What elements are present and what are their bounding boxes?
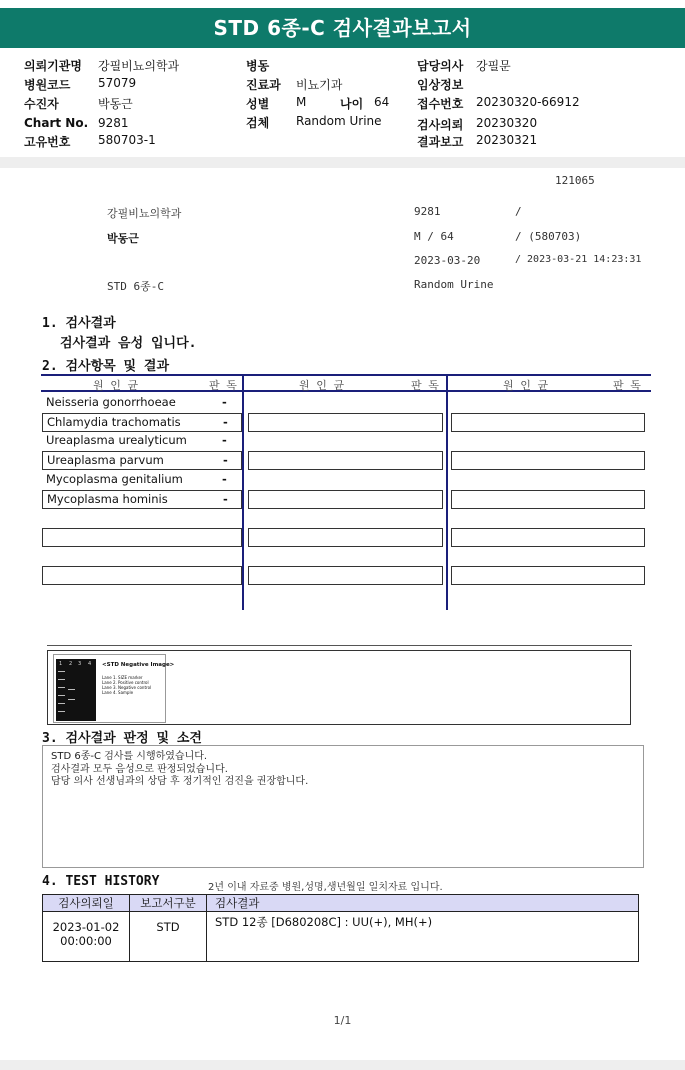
header-label: 결과보고: [417, 135, 464, 149]
empty-result-row: [451, 528, 645, 547]
result-row: [42, 394, 242, 413]
bottom-bar: [0, 1060, 685, 1070]
header-label: 진료과: [246, 78, 281, 92]
history-header-row: [43, 895, 639, 912]
info-chart-no: 9281: [414, 205, 441, 218]
history-col-result: 검사결과: [207, 895, 639, 912]
empty-result-row: [451, 413, 645, 432]
divider-bar: [0, 157, 685, 168]
result-row: [42, 413, 242, 432]
header-value: 비뇨기과: [296, 78, 343, 92]
header-label: 임상정보: [417, 78, 464, 92]
empty-result-row: [451, 451, 645, 470]
header-value: Random Urine: [296, 114, 382, 128]
history-type: STD: [130, 912, 207, 962]
header-label: Chart No.: [24, 116, 89, 130]
lane-label: 4: [88, 661, 92, 667]
header-label: 성별: [246, 97, 270, 111]
pathogen-result: -: [223, 415, 228, 429]
header-value: 9281: [98, 116, 129, 130]
header-value: 64: [374, 95, 390, 109]
header-label: 검사의뢰: [417, 118, 464, 132]
empty-result-row: [42, 528, 242, 547]
info-specimen: Random Urine: [414, 278, 494, 291]
col-result-header: 판 독: [209, 379, 237, 392]
header-label: 검체: [246, 116, 270, 130]
info-code: 121065: [555, 174, 595, 187]
history-row: [43, 912, 639, 962]
gel-photo: [56, 659, 96, 721]
section2-title: 2. 검사항목 및 결과: [42, 359, 170, 374]
section4-title: 4. TEST HISTORY: [42, 874, 160, 889]
empty-result-row: [248, 490, 443, 509]
opinion-line: 검사결과 모두 음성으로 판정되었습니다.: [51, 763, 228, 775]
info-sex-age: M / 64: [414, 230, 454, 243]
opinion-box: [42, 745, 644, 868]
pathogen-result: -: [223, 453, 228, 467]
header-label: 병동: [246, 59, 270, 73]
gel-band: [58, 703, 65, 704]
header-label: 병원코드: [24, 78, 71, 92]
gel-image-frame: [47, 650, 631, 725]
header-label: 의뢰기관명: [24, 59, 82, 73]
header-value: 강필비뇨의학과: [98, 59, 180, 73]
gel-band: [58, 695, 65, 696]
header-label: 나이: [340, 97, 364, 111]
header-value: 강필문: [476, 59, 511, 73]
history-col-date: 검사의뢰일: [43, 895, 130, 912]
header-value: 20230320-66912: [476, 95, 580, 109]
empty-result-row: [451, 490, 645, 509]
opinion-line: 담당 의사 선생님과의 상담 후 정기적인 검진을 권장합니다.: [51, 776, 309, 787]
info-request-date: 2023-03-20: [414, 254, 481, 267]
gel-legend-item: Lane 1. SIZE marker: [102, 675, 143, 680]
gel-title: <STD Negative Image>: [102, 662, 175, 668]
pathogen-name: Ureaplasma parvum: [47, 453, 164, 467]
gel-image: [53, 654, 175, 723]
section1-summary: 검사결과 음성 입니다.: [60, 336, 197, 351]
report-title: STD 6종-C 검사결과보고서: [0, 8, 685, 48]
pathogen-name: Chlamydia trachomatis: [47, 415, 181, 429]
history-date: 2023-01-02: [52, 920, 120, 934]
col-result-header: 판 독: [613, 379, 641, 392]
gel-band: [68, 699, 75, 700]
lane-label: 2: [69, 661, 73, 667]
header-value: 박동근: [98, 97, 133, 111]
col-pathogen-header: 원 인 균: [503, 379, 549, 392]
header-value: 20230320: [476, 116, 538, 130]
results-grid-header: [41, 374, 651, 392]
info-report-datetime: / 2023-03-21 14:23:31: [515, 254, 642, 265]
gel-legend-item: Lane 2. Positive control: [102, 680, 149, 685]
history-col-type: 보고서구분: [130, 895, 207, 912]
info-patient: 박동근: [107, 232, 139, 245]
grid-divider: [242, 374, 244, 610]
history-table: [42, 894, 639, 962]
gel-legend: [102, 675, 151, 695]
col-pathogen-header: 원 인 균: [93, 379, 139, 392]
gel-band: [58, 679, 65, 680]
history-note: 2년 이내 자료중 병원,성명,생년월일 일치자료 입니다.: [208, 882, 443, 893]
header-value: M: [296, 95, 307, 109]
col-result-header: 판 독: [411, 379, 439, 392]
lane-label: 1: [59, 661, 63, 667]
header-value: 580703-1: [98, 133, 156, 147]
pathogen-name: Neisseria gonorrhoeae: [46, 395, 176, 409]
header-value: 20230321: [476, 133, 538, 147]
info-clinic: 강필비뇨의학과: [107, 207, 182, 220]
gel-legend-item: Lane 4. Sample: [102, 690, 134, 695]
history-time: 00:00:00: [60, 934, 112, 948]
grid-divider: [446, 374, 448, 610]
empty-result-row: [451, 566, 645, 585]
header-label: 고유번호: [24, 135, 71, 149]
header-label: 수진자: [24, 97, 59, 111]
pathogen-name: Mycoplasma hominis: [47, 492, 168, 506]
pathogen-result: -: [222, 433, 227, 447]
gel-band: [58, 687, 65, 688]
empty-result-row: [42, 566, 242, 585]
info-slash: /: [515, 205, 522, 218]
gel-band: [68, 689, 75, 690]
result-row: [42, 451, 242, 470]
divider-line: [47, 645, 632, 646]
header-label: 담당의사: [417, 59, 464, 73]
gel-legend-item: Lane 3. Negative control: [102, 685, 152, 690]
gel-band: [58, 711, 65, 712]
result-row: [42, 432, 242, 451]
history-result: STD 12종 [D680208C] : UU(+), MH(+): [207, 912, 639, 962]
empty-result-row: [248, 566, 443, 585]
opinion-line: STD 6종-C 검사를 시행하였습니다.: [51, 751, 208, 762]
pathogen-result: -: [222, 472, 227, 486]
pathogen-name: Ureaplasma urealyticum: [46, 433, 187, 447]
info-id: / (580703): [515, 230, 582, 243]
info-test-name: STD 6종-C: [107, 280, 164, 293]
gel-band: [58, 671, 65, 672]
result-row: [42, 471, 242, 490]
lane-label: 3: [78, 661, 82, 667]
empty-result-row: [248, 451, 443, 470]
pathogen-result: -: [222, 395, 227, 409]
history-date-cell: [43, 912, 130, 962]
empty-result-row: [248, 528, 443, 547]
page-number: 1/1: [333, 1014, 352, 1027]
pathogen-result: -: [223, 492, 228, 506]
header-label: 접수번호: [417, 97, 464, 111]
header-value: 57079: [98, 76, 137, 90]
section1-title: 1. 검사결과: [42, 316, 116, 331]
empty-result-row: [248, 413, 443, 432]
pathogen-name: Mycoplasma genitalium: [46, 472, 183, 486]
result-row: [42, 490, 242, 509]
section3-title: 3. 검사결과 판정 및 소견: [42, 731, 202, 746]
col-pathogen-header: 원 인 균: [299, 379, 345, 392]
